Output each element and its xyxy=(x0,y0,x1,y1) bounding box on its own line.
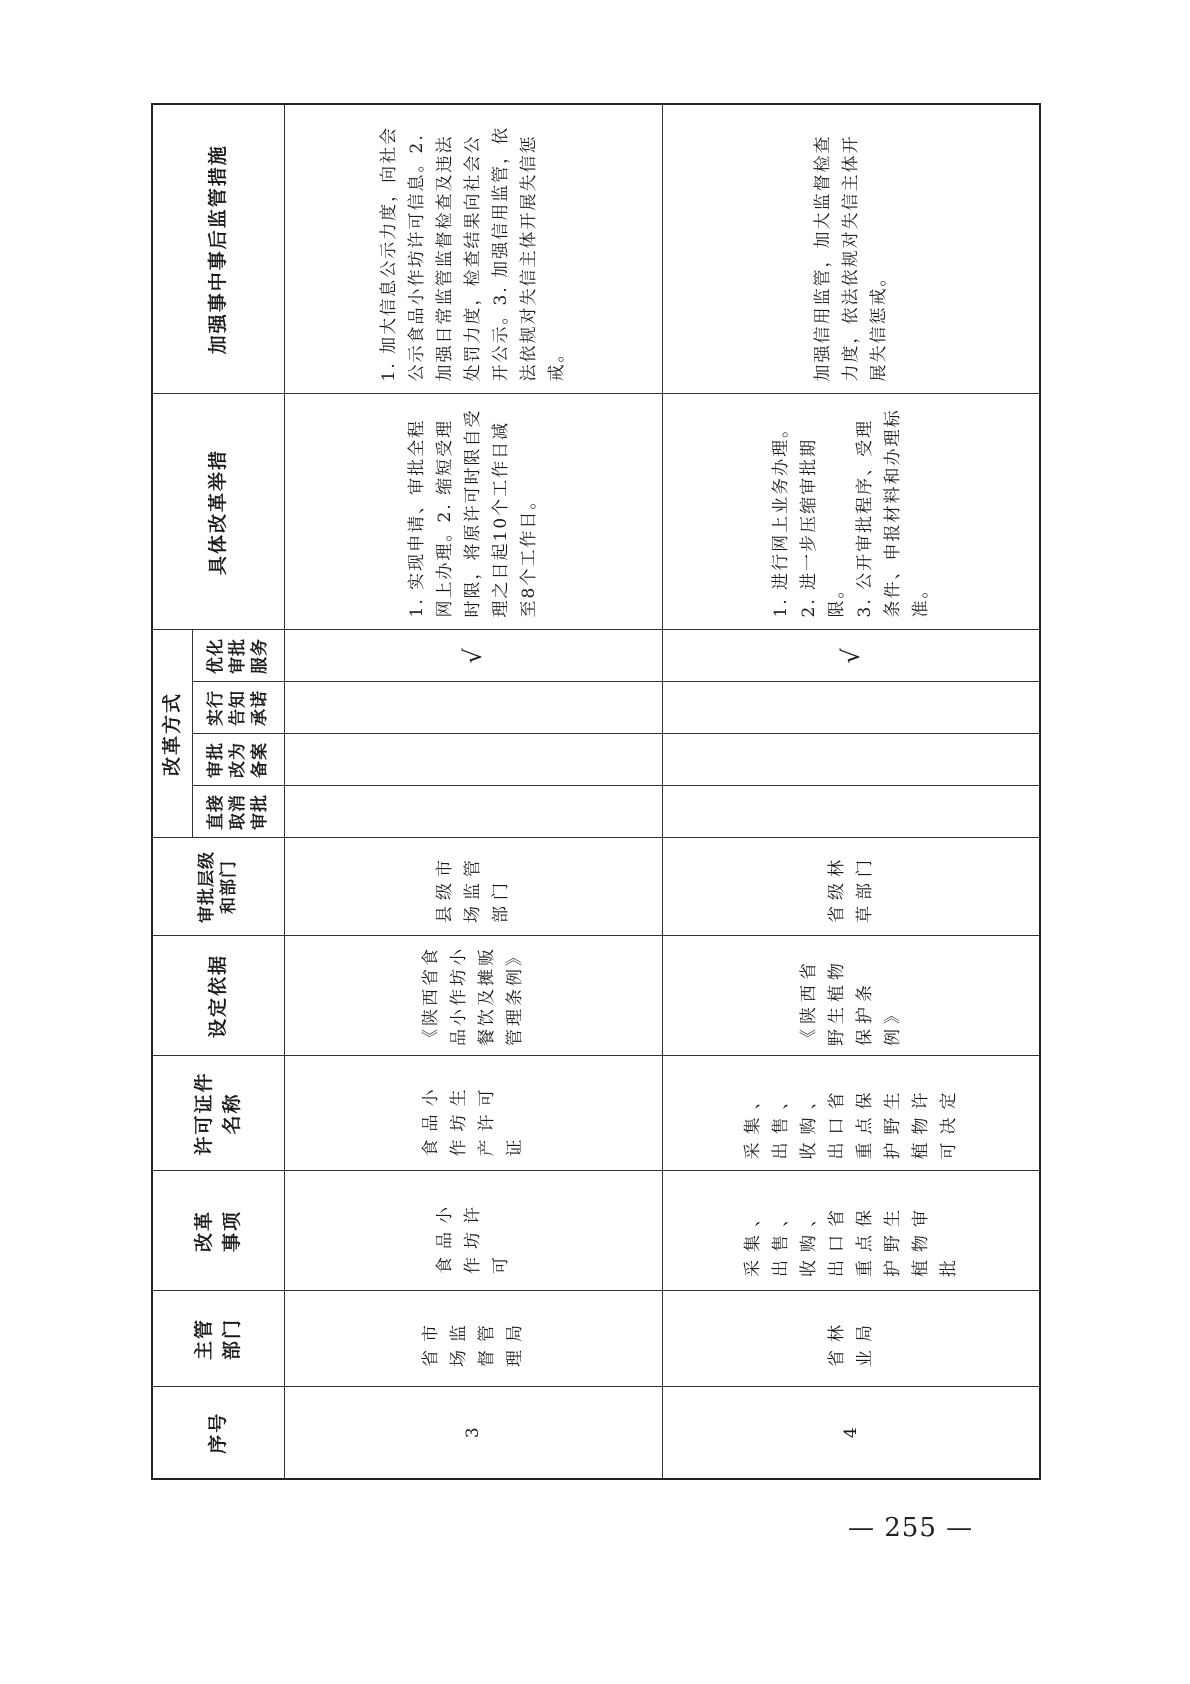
cell-item-text: 食品小作坊许可 xyxy=(435,1199,511,1274)
cell-item xyxy=(662,1171,1040,1291)
header-basis: 设定依据 xyxy=(152,936,284,1056)
cell-method-notify xyxy=(284,682,662,734)
header-item-text: 改革事项 xyxy=(193,1210,244,1253)
header-seq: 序号 xyxy=(152,1387,284,1479)
cell-basis xyxy=(662,936,1040,1056)
header-license-text: 许可证件名称 xyxy=(193,1071,244,1156)
cell-dept xyxy=(284,1291,662,1387)
cell-dept xyxy=(662,1291,1040,1387)
cell-seq: 3 xyxy=(284,1387,662,1479)
reform-table xyxy=(151,103,1041,1480)
header-methods-group: 改革方式 xyxy=(152,630,192,838)
cell-dept-text: 省林业局 xyxy=(826,1317,875,1367)
header-measures: 具体改革举措 xyxy=(152,394,284,630)
cell-basis-text: 《陕西省野生植物保护条例》 xyxy=(798,958,903,1046)
cell-method-cancel xyxy=(284,786,662,838)
header-method-notify xyxy=(192,682,284,734)
cell-item xyxy=(284,1171,662,1291)
measure-line: 3. 公开审批程序、受理条件、申报材料和办理标准。 xyxy=(854,408,931,618)
header-method-optimize-text: 优化审批服务 xyxy=(206,638,270,674)
cell-basis-text: 《陕西省食品小作坊小餐饮及摊贩管理条例》 xyxy=(421,946,525,1046)
header-level-text: 审批层级和部门 xyxy=(197,851,240,923)
cell-measures xyxy=(662,394,1040,630)
cell-dept-text: 省市场监督管理局 xyxy=(421,1317,525,1367)
cell-supervision: 1. 加大信息公示力度，向社会公示食品小作坊许可信息。2. 加强日常监管监督检查及违法处罚力度，检查结果向社会公开公示。3. 加强信用监管，依法依规对失信主体开展失信惩戒。 xyxy=(284,104,662,394)
header-method-filing-text: 审批改为备案 xyxy=(206,742,270,778)
checkmark-icon: √ xyxy=(662,630,1040,682)
header-dept-text: 主管部门 xyxy=(193,1318,244,1361)
cell-basis xyxy=(284,936,662,1056)
page-number: — 255 — xyxy=(848,1513,974,1543)
cell-method-cancel xyxy=(662,786,1040,838)
header-method-cancel-text: 直接取消审批 xyxy=(206,794,270,830)
header-method-cancel xyxy=(192,786,284,838)
measure-line: 2. 进一步压缩审批期限。 xyxy=(798,437,847,618)
header-method-filing xyxy=(192,734,284,786)
cell-measures: 1. 实现申请、审批全程网上办理。2. 缩短受理时限，将原许可时限自受理之日起10个工作日减至8个工作日。 xyxy=(284,394,662,630)
cell-item-text: 采集、出售、收购、出口省重点保护野生植物审批 xyxy=(742,1202,959,1277)
header-item xyxy=(152,1171,284,1291)
cell-level xyxy=(662,838,1040,936)
table-row xyxy=(662,104,1040,1479)
header-row-1 xyxy=(152,104,192,1479)
cell-method-notify xyxy=(662,682,1040,734)
cell-license xyxy=(662,1056,1040,1171)
header-method-notify-text: 实行告知承诺 xyxy=(206,690,270,726)
header-supervision: 加强事中事后监管措施 xyxy=(152,104,284,394)
cell-level-text: 县级市场监管部门 xyxy=(435,854,511,923)
table-row xyxy=(284,104,662,1479)
checkmark-icon: √ xyxy=(284,630,662,682)
cell-license xyxy=(284,1056,662,1171)
cell-level xyxy=(284,838,662,936)
header-license xyxy=(152,1056,284,1171)
cell-seq: 4 xyxy=(662,1387,1040,1479)
header-dept xyxy=(152,1291,284,1387)
header-method-optimize xyxy=(192,630,284,682)
rotated-table-block xyxy=(151,125,1039,1480)
cell-license-text: 食品小作坊生产许可证 xyxy=(421,1081,525,1157)
cell-license-text: 采集、出售、收购、出口省重点保护野生植物许可决定 xyxy=(742,1084,959,1160)
cell-method-filing xyxy=(284,734,662,786)
header-level xyxy=(152,838,284,936)
cell-supervision: 加强信用监管，加大监督检查力度，依法依规对失信主体开展失信惩戒。 xyxy=(662,104,1040,394)
measure-line: 1. 进行网上业务办理。 xyxy=(770,418,791,618)
cell-level-text: 省级林草部门 xyxy=(826,854,875,923)
cell-method-filing xyxy=(662,734,1040,786)
